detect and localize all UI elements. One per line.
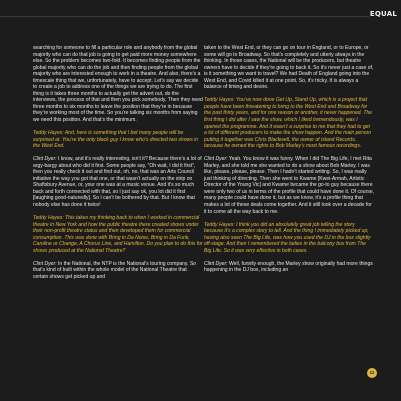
paragraph: searching for someone to fill a particular role and anybody from the global majority who can do that job is going to get paid more money somewhere else. So the problem becomes two-fold. It becomes finding people from the global majority who can do the job and then finding people from the global majority who are interested enough to work in a theatre. And also, there’s a timescale thing that we, unfortunately, have to accept. Let’s say we decide to create a job to address one of the things we are trying to do. The first thing is it takes three months to actually get the advert out, do the interviews, the process of that and then you pick somebody. Then they need three months to six months to leave the position that they’re in because they’re working most of the time. So you’re talking six months from saying we need this position. And that’s the minimum. bbox=[33, 45, 203, 124]
paragraph: taken to the West End, or they can go on tour in England, or to Europe, or some will go to Broadway. So that’s completely and utterly always in the thinking. In those cases, the National will be the producers, but theatre owners have to decide if they’re going to back it. So it’s never just a case of, is it something we want to travel? We had Death of England going into the West End, and Covid killed it at one point. So, it’s tricky. It is always a balance of timing and desire. bbox=[204, 45, 374, 91]
answer-paragraph: Clint Dyer: Yeah. You know it was funny. When I did The Big Life, I met Rita Marley, and she told me she wanted to do a show about Bob Marley. I was like, please, please, please. Then I hadn’t started writing. So, I was really just thinking of directing. Then she went to Kwame [Kwei-Armah, Artistic Director of the Young Vic] and Kwame became the go-to guy because there were only two of us in terms of the profile that could have done it. Of course, many people could have done it, but as we know, it’s a profile thing that makes a lot of these deals come together. And it still took over a decade for it to come all the way back to me. bbox=[204, 156, 374, 215]
question-paragraph: Teddy Hayes: And, here is something that I bet many people will be surprised at. You’re the only black guy I know who’s directed two shows in the West End. bbox=[33, 130, 199, 150]
magazine-logo: EQUAL bbox=[369, 10, 397, 18]
page-number: 11 bbox=[367, 368, 377, 378]
answer-paragraph: Clint Dyer: In the National, the NTP is the National’s touring company. So that’s kind of built within the whole model of the National Theatre that certain shows get picked up and bbox=[33, 260, 196, 280]
question-paragraph: Teddy Hayes: I think you did an absolutely great job telling the story because it’s a complex story to tell. And the thing I immediately picked up, having also seen The Big Life, was how you used the DJ in the box slightly off-stage. And then I remembered the ladies in the balcony box from The Big Life. So it was very effective in both cases. bbox=[204, 221, 371, 254]
question-paragraph: Teddy Hayes: This takes my thinking back to when I worked in commercial theatre in New York and how the public theatre there created shows under their non-profit theatre status and then developed them for commercial consumption. This was done with Bring in Da Noise, Bring in Da Funk, Caroline or Change, A Chorus Line, and Hamilton. Do you plan to do this for shows produced at the National Theatre? bbox=[33, 215, 203, 254]
answer-paragraph: Clint Dyer: Well, funnily enough, the Marley show originally had more things happening in the DJ box, including an bbox=[204, 260, 373, 274]
question-paragraph: Teddy Hayes: You’ve now done Get Up, Stand Up, which is a project that people have been threatening to bring to the West End and Broadway for the past thirty years, and for one reason or another, it never happened. The first thing I did after I saw the show, which I liked tremendously, was I opened the programme. And it wasn’t a surprise to me that they had to get a lot of different producers to make the show happen. And the main person putting it together was Chris Blackwell, the owner of Island Records, because he owned the rights to Bob Marley’s most famous recordings. bbox=[204, 97, 373, 150]
answer-paragraph: Clint Dyer: I know, and it’s really interesting, isn’t it? Because there’s a lot of argy-bargy about who did it first. Some people say, “Oh wait, I did it first”, then you really check it out and find out, oh, no, that was an Arts Council initiative the way you got that one, or that wasn’t actually on the strip on Shaftsbury Avenue, or, your one was at a music venue. And it’s so much back and forth connected with that, so I just say ok, you lot did it first [laughing good-naturedly]. So I can’t be bothered by that. But I know that nobody else has done it twice! bbox=[33, 156, 202, 209]
left-column bbox=[33, 45, 203, 287]
header-rule bbox=[0, 16, 393, 17]
right-column bbox=[204, 45, 374, 280]
